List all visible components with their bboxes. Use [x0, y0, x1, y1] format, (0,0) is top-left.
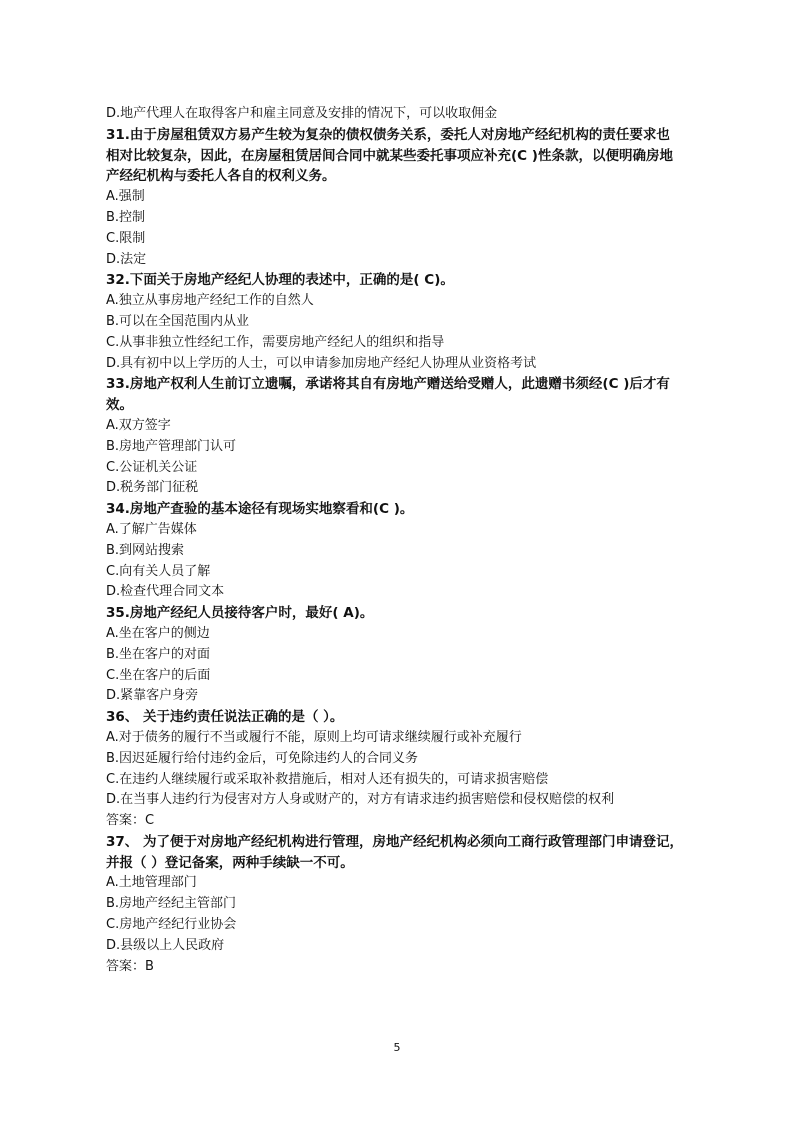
question-text-line: 并报（ ）登记备案，两种手续缺一不可。	[106, 854, 354, 871]
option-line: A.坐在客户的侧边	[106, 625, 210, 641]
option-line: D.法定	[106, 251, 147, 267]
option-line: B.房地产经纪主管部门	[106, 896, 237, 912]
option-line: A.土地管理部门	[106, 875, 197, 891]
option-line: D.紧靠客户身旁	[106, 688, 199, 704]
page-content	[106, 104, 706, 977]
option-line: A.双方签字	[106, 417, 171, 433]
option-line: D.县级以上人民政府	[106, 937, 225, 953]
option-line: C.公证机关公证	[106, 459, 198, 475]
option-line: B.到网站搜索	[106, 542, 185, 558]
option-line: D.地产代理人在取得客户和雇主同意及安排的情况下，可以收取佣金	[106, 106, 498, 121]
question-text-line: 33.房地产权利人生前订立遗嘱，承诺将其自有房地产赠送给受赠人，此遗赠书须经(C )后才有	[106, 376, 670, 393]
option-line: B.控制	[106, 209, 146, 225]
question-text-line: 相对比较复杂，因此，在房屋租赁居间合同中就某些委托事项应补充(C )性条款，以便明确房地	[106, 147, 673, 164]
option-line: A.强制	[106, 189, 145, 205]
option-line: C.在违约人继续履行或采取补救措施后，相对人还有损失的，可请求损害赔偿	[106, 771, 549, 787]
option-line: A.了解广告媒体	[106, 521, 197, 537]
question-text-line: 36、 关于违约责任说法正确的是（ ）。	[106, 709, 344, 726]
option-line: D.检查代理合同文本	[106, 584, 225, 600]
option-line: D.具有初中以上学历的人士，可以申请参加房地产经纪人协理从业资格考试	[106, 355, 537, 371]
option-line: D.在当事人违约行为侵害对方人身或财产的，对方有请求违约损害赔偿和侵权赔偿的权利	[106, 792, 615, 808]
option-line: B.因迟延履行给付违约金后，可免除违约人的合同义务	[106, 750, 419, 766]
option-line: C.房地产经纪行业协会	[106, 917, 237, 933]
question-text-line: 效。	[106, 397, 133, 414]
question-text-line: 31.由于房屋租赁双方易产生较为复杂的债权债务关系，委托人对房地产经纪机构的责任要求也	[106, 126, 670, 143]
question-text-line: 37、 为了便于对房地产经纪机构进行管理，房地产经纪机构必须向工商行政管理部门申请登记，	[106, 833, 683, 850]
answer-line: 答案：C	[106, 813, 155, 829]
option-line: A.独立从事房地产经纪工作的自然人	[106, 293, 314, 309]
option-line: C.从事非独立性经纪工作，需要房地产经纪人的组织和指导	[106, 334, 445, 350]
option-line: B.坐在客户的对面	[106, 646, 211, 662]
option-line: C.限制	[106, 230, 146, 246]
option-line: C.向有关人员了解	[106, 563, 211, 579]
option-line: C.坐在客户的后面	[106, 667, 211, 683]
option-line: B.可以在全国范围内从业	[106, 313, 250, 329]
question-text-line: 产经纪机构与委托人各自的权利义务。	[106, 168, 336, 185]
question-text-line: 32.下面关于房地产经纪人协理的表述中，正确的是( C)。	[106, 272, 454, 289]
question-text-line: 35.房地产经纪人员接待客户时，最好( A)。	[106, 605, 374, 622]
page-number: 5	[393, 1041, 401, 1054]
option-line: B.房地产管理部门认可	[106, 438, 237, 454]
option-line: A.对于债务的履行不当或履行不能，原则上均可请求继续履行或补充履行	[106, 729, 522, 745]
question-text-line: 34.房地产查验的基本途径有现场实地察看和(C )。	[106, 501, 414, 518]
option-line: D.税务部门征税	[106, 480, 199, 496]
answer-line: 答案：B	[106, 958, 154, 974]
